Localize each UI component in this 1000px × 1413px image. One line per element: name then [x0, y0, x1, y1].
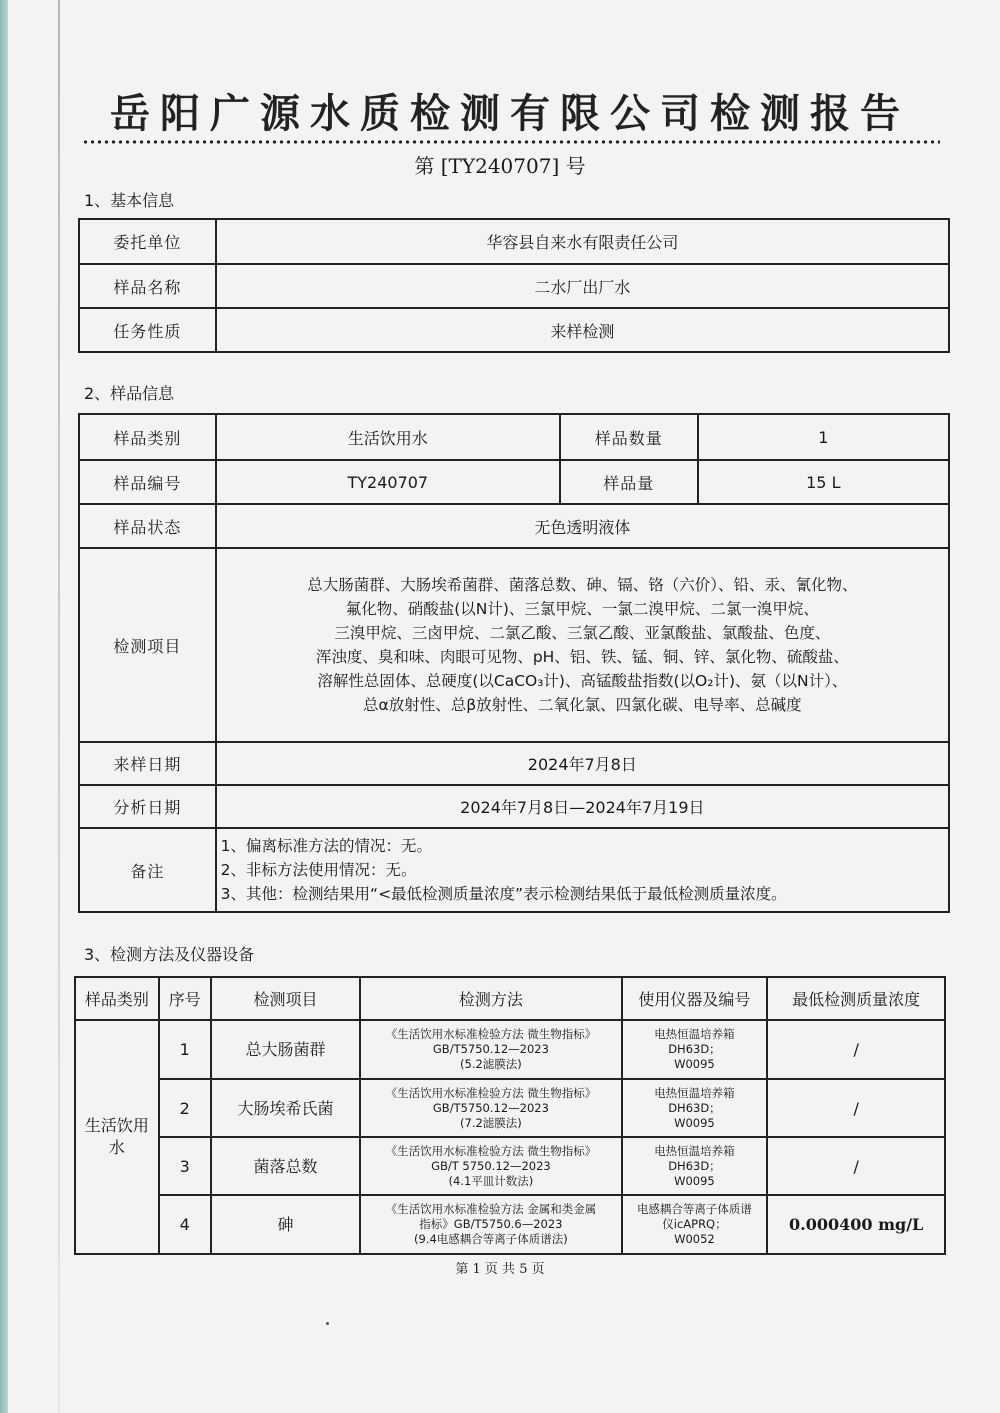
amount-value: 15 L [698, 460, 949, 504]
instrument-line: W0095 [674, 1057, 715, 1071]
instrument [622, 1195, 768, 1254]
section1-heading: 1、基本信息 [84, 191, 175, 210]
table-row [79, 548, 949, 742]
method-table [74, 976, 946, 1255]
category-label: 样品类别 [79, 414, 216, 460]
table-row [79, 308, 949, 352]
note-line: 3、其他：检测结果用“<最低检测质量浓度”表示检测结果低于最低检测质量浓度。 [220, 885, 787, 903]
method-line: (9.4电感耦合等离子体质谱法) [414, 1232, 568, 1246]
detection-limit: / [767, 1079, 945, 1137]
instrument-line: 电热恒温培养箱 [654, 1143, 735, 1158]
receive-date-label: 来样日期 [79, 742, 216, 785]
instrument-line: W0095 [674, 1115, 715, 1130]
items-label: 检测项目 [79, 548, 216, 742]
table-row [79, 264, 949, 308]
section2-heading: 2、样品信息 [84, 384, 175, 403]
row-label: 样品名称 [79, 264, 216, 308]
instrument-line: 电热恒温培养箱 [654, 1085, 735, 1100]
column-header: 检测项目 [211, 977, 361, 1020]
basic-info-table [78, 218, 950, 353]
table-row [79, 460, 949, 504]
row-number: 1 [159, 1020, 211, 1079]
table-row [75, 1079, 945, 1137]
instrument [622, 1137, 768, 1195]
table-header-row [75, 977, 945, 1020]
table-row [75, 1195, 945, 1254]
test-method [360, 1020, 621, 1079]
method-line: 《生活饮用水标准检验方法 微生物指标》 [385, 1027, 597, 1041]
method-line: (5.2滤膜法) [460, 1057, 522, 1071]
state-label: 样品状态 [79, 504, 216, 548]
column-header: 检测方法 [360, 977, 621, 1020]
table-row [79, 219, 949, 264]
method-line: GB/T5750.12—2023 [432, 1100, 549, 1115]
page-footer: 第 1 页 共 5 页 [455, 1262, 545, 1277]
instrument-line: 电感耦合等离子体质谱 [636, 1202, 752, 1216]
method-line: 《生活饮用水标准检验方法 微生物指标》 [385, 1085, 597, 1100]
row-number: 3 [159, 1137, 211, 1195]
instrument-line: DH63D； [668, 1158, 721, 1173]
code-value: TY240707 [216, 460, 560, 504]
test-items-line: 三溴甲烷、三卤甲烷、二氯乙酸、三氯乙酸、亚氯酸盐、氯酸盐、色度、 [334, 624, 831, 642]
instrument-line: W0052 [674, 1232, 715, 1246]
method-line: (7.2滤膜法) [460, 1115, 522, 1130]
instrument-line: 仪icAPRQ； [662, 1217, 727, 1231]
quantity-label: 样品数量 [560, 414, 698, 460]
test-items-line: 总大肠菌群、大肠埃希菌群、菌落总数、砷、镉、铬（六价）、铅、汞、氰化物、 [307, 576, 858, 594]
category-value: 生活饮用水 [216, 414, 560, 460]
instrument-line: 电热恒温培养箱 [654, 1027, 735, 1041]
method-line: 指标》GB/T5750.6—2023 [419, 1217, 563, 1231]
table-row [79, 785, 949, 828]
note-line: 2、非标方法使用情况：无。 [220, 861, 417, 879]
column-header: 使用仪器及编号 [622, 977, 768, 1020]
analysis-date-label: 分析日期 [79, 785, 216, 828]
quantity-value: 1 [698, 414, 949, 460]
dotted-divider [82, 139, 940, 145]
test-item: 菌落总数 [211, 1137, 361, 1195]
row-label: 委托单位 [79, 219, 216, 264]
instrument-line: DH63D； [668, 1042, 721, 1056]
method-line: GB/T 5750.12—2023 [431, 1158, 551, 1173]
column-header: 最低检测质量浓度 [767, 977, 945, 1020]
notes [216, 828, 949, 912]
state-value: 无色透明液体 [216, 504, 949, 548]
method-line: 《生活饮用水标准检验方法 微生物指标》 [385, 1143, 597, 1158]
code-label: 样品编号 [79, 460, 216, 504]
notes-label: 备注 [79, 828, 216, 912]
test-items-line: 氟化物、硝酸盐(以N计)、三氯甲烷、一氯二溴甲烷、二氯一溴甲烷、 [345, 600, 819, 618]
row-number: 2 [159, 1079, 211, 1137]
instrument [622, 1079, 768, 1137]
scan-speck [326, 1322, 329, 1325]
row-value: 二水厂出厂水 [216, 264, 949, 308]
table-row [75, 1020, 945, 1079]
table-row [79, 414, 949, 460]
report-number: 第 [TY240707] 号 [414, 154, 586, 178]
table-row [79, 742, 949, 785]
test-items-line: 溶解性总固体、总硬度(以CaCO₃计)、高锰酸盐指数(以O₂计)、氨（以N计）、 [317, 672, 848, 690]
method-line: GB/T5750.12—2023 [432, 1042, 549, 1056]
column-header: 序号 [159, 977, 211, 1020]
test-items [216, 548, 949, 742]
detection-limit: / [767, 1137, 945, 1195]
detection-limit: 0.000400 mg/L [767, 1195, 945, 1254]
table-row [79, 828, 949, 912]
test-item: 砷 [211, 1195, 361, 1254]
sample-info-table [78, 413, 950, 913]
row-label: 任务性质 [79, 308, 216, 352]
receive-date-value: 2024年7月8日 [216, 742, 949, 785]
section3-heading: 3、检测方法及仪器设备 [84, 945, 255, 964]
method-line: 《生活饮用水标准检验方法 金属和类金属 [385, 1202, 597, 1216]
table-row [75, 1137, 945, 1195]
test-items-line: 总α放射性、总β放射性、二氧化氯、四氯化碳、电导率、总碱度 [363, 696, 802, 714]
report-title: 岳阳广源水质检测有限公司检测报告 [110, 91, 910, 137]
detection-limit: / [767, 1020, 945, 1079]
note-line: 1、偏离标准方法的情况：无。 [220, 837, 433, 855]
test-method [360, 1079, 621, 1137]
instrument-line: DH63D； [668, 1100, 721, 1115]
table-row [79, 504, 949, 548]
instrument [622, 1020, 768, 1079]
test-items-line: 浑浊度、臭和味、肉眼可见物、pH、铝、铁、锰、铜、锌、氯化物、硫酸盐、 [315, 648, 849, 666]
sample-category: 生活饮用水 [75, 1020, 159, 1254]
row-value: 华容县自来水有限责任公司 [216, 219, 949, 264]
method-line: (4.1平皿计数法) [448, 1173, 534, 1188]
scan-edge [0, 0, 8, 1413]
amount-label: 样品量 [560, 460, 698, 504]
test-method [360, 1195, 621, 1254]
test-item: 大肠埃希氏菌 [211, 1079, 361, 1137]
column-header: 样品类别 [75, 977, 159, 1020]
page-fold-line [58, 0, 60, 1413]
analysis-date-value: 2024年7月8日—2024年7月19日 [216, 785, 949, 828]
test-method [360, 1137, 621, 1195]
instrument-line: W0095 [674, 1173, 715, 1188]
row-number: 4 [159, 1195, 211, 1254]
row-value: 来样检测 [216, 308, 949, 352]
test-item: 总大肠菌群 [211, 1020, 361, 1079]
